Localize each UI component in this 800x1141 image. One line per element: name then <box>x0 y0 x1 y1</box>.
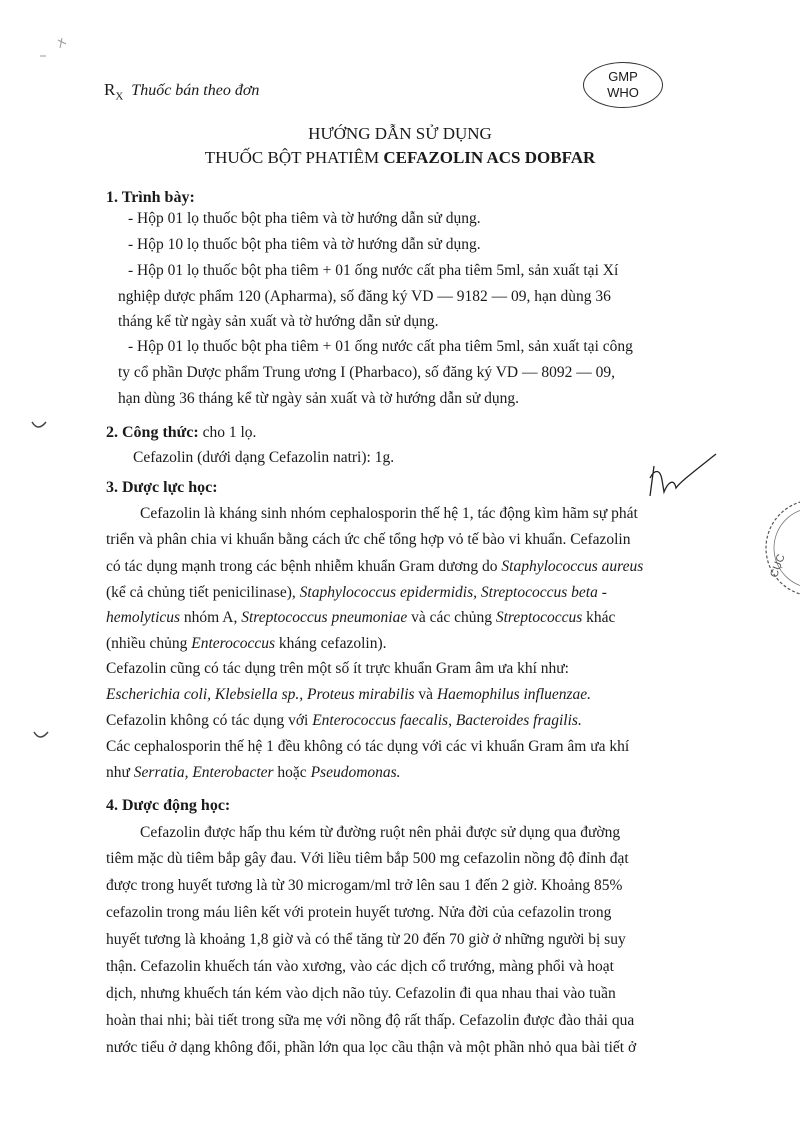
section-4-line: tiêm mặc dù tiêm bắp gây đau. Với liều tiêm bắp 500 mg cefazolin nồng độ đỉnh đạt <box>106 850 629 867</box>
section-1-line: - Hộp 01 lọ thuốc bột pha tiêm + 01 ống nước cất pha tiêm 5ml, sản xuất tại công <box>128 338 633 355</box>
stamp-text: CỤC <box>768 552 788 580</box>
gmp-who-seal <box>583 62 663 108</box>
section-3-line: có tác dụng mạnh trong các bệnh nhiễm khuẩn Gram dương do Staphylococcus aureus <box>106 558 644 575</box>
section-1-line: - Hộp 01 lọ thuốc bột pha tiêm + 01 ống nước cất pha tiêm 5ml, sản xuất tại Xí <box>128 262 619 279</box>
section-3-line: hemolyticus nhóm A, Streptococcus pneumoniae và các chủng Streptococcus khác <box>106 609 616 626</box>
stamp-mark <box>748 488 800 608</box>
section-3-line: triển và phân chia vi khuẩn bằng cách ức chế tổng hợp vỏ tế bào vi khuẩn. Cefazolin <box>106 531 631 548</box>
section-2-heading: 2. Công thức: cho 1 lọ. <box>106 424 257 441</box>
section-1-line: hạn dùng 36 tháng kể từ ngày sản xuất và tờ hướng dẫn sử dụng. <box>118 390 520 407</box>
punch-mark <box>30 728 54 744</box>
seal-line-who: WHO <box>607 85 639 100</box>
section-3-line: (nhiều chủng Enterococcus kháng cefazolin). <box>106 635 387 652</box>
section-3-line: Escherichia coli, Klebsiella sp., Proteus mirabilis và Haemophilus influenzae. <box>106 686 592 703</box>
rx-symbol: $R_X$ <box>104 80 124 103</box>
section-1-line: - Hộp 01 lọ thuốc bột pha tiêm và tờ hướng dẫn sử dụng. <box>128 210 481 227</box>
section-3-heading: 3. Dược lực học: <box>106 479 218 496</box>
section-4-line: Cefazolin được hấp thu kém từ đường ruột nên phải được sử dụng qua đường <box>140 824 621 841</box>
section-1-line: tháng kể từ ngày sản xuất và tờ hướng dẫn sử dụng. <box>118 313 439 330</box>
section-3-line: Các cephalosporin thế hệ 1 đều không có tác dụng với các vi khuẩn Gram âm ưa khí <box>106 738 630 755</box>
section-4-line: dịch, nhưng khuếch tán kém vào dịch não tủy. Cefazolin đi qua nhau thai vào tuần <box>106 985 616 1002</box>
document-title: HƯỚNG DẪN SỬ DỤNG <box>308 124 492 143</box>
section-4-line: hoàn thai nhi; bài tiết trong sữa mẹ với nồng độ rất thấp. Cefazolin được đào thải qua <box>106 1012 635 1029</box>
section-4-line: huyết tương là khoảng 1,8 giờ và có thể tăng từ 20 đến 70 giờ ở những người bị suy <box>106 931 626 948</box>
section-2-line: Cefazolin (dưới dạng Cefazolin natri): 1g. <box>133 449 395 466</box>
section-4-heading: 4. Dược động học: <box>106 797 231 814</box>
section-1-line: ty cổ phần Dược phẩm Trung ương I (Pharbaco), số đăng ký VD — 8092 — 09, <box>118 364 615 381</box>
product-title: THUỐC BỘT PHATIÊM CEFAZOLIN ACS DOBFAR <box>204 148 596 167</box>
seal-line-gmp: GMP <box>608 69 638 84</box>
section-3-line: Cefazolin không có tác dụng với Enterococcus faecalis, Bacteroides fragilis. <box>106 712 582 729</box>
section-3-line: Cefazolin là kháng sinh nhóm cephalosporin thế hệ 1, tác động kìm hãm sự phát <box>140 505 638 522</box>
section-4-line: thận. Cefazolin khuếch tán vào xương, vào các dịch cổ trướng, màng phổi và hoạt <box>106 958 614 975</box>
section-3-line: Cefazolin cũng có tác dụng trên một số ít trực khuẩn Gram âm ưa khí như: <box>106 660 569 677</box>
section-4-line: được trong huyết tương là từ 30 microgam/ml trở lên sau 1 đến 2 giờ. Khoảng 85% <box>106 877 623 894</box>
signature-mark <box>640 448 720 500</box>
section-1-line: - Hộp 10 lọ thuốc bột pha tiêm và tờ hướng dẫn sử dụng. <box>128 236 481 253</box>
scan-speck-mark <box>36 36 76 66</box>
section-4-line: cefazolin trong máu liên kết với protein huyết tương. Nửa đời của cefazolin trong <box>106 904 612 921</box>
section-3-line: như Serratia, Enterobacter hoặc Pseudomonas. <box>106 764 401 781</box>
section-1-heading: 1. Trình bày: <box>106 189 195 206</box>
section-3-line: (kể cả chủng tiết penicilinase), Staphylococcus epidermidis, Streptococcus beta - <box>106 584 607 601</box>
rx-label-text: Thuốc bán theo đơn <box>131 82 260 99</box>
punch-mark <box>28 418 52 434</box>
section-4-line: nước tiểu ở dạng không đổi, phần lớn qua lọc cầu thận và một phần nhỏ qua bài tiết ở <box>106 1039 637 1056</box>
section-1-line: nghiệp dược phẩm 120 (Apharma), số đăng ký VD — 9182 — 09, hạn dùng 36 <box>118 288 611 305</box>
prescription-label <box>104 80 259 102</box>
